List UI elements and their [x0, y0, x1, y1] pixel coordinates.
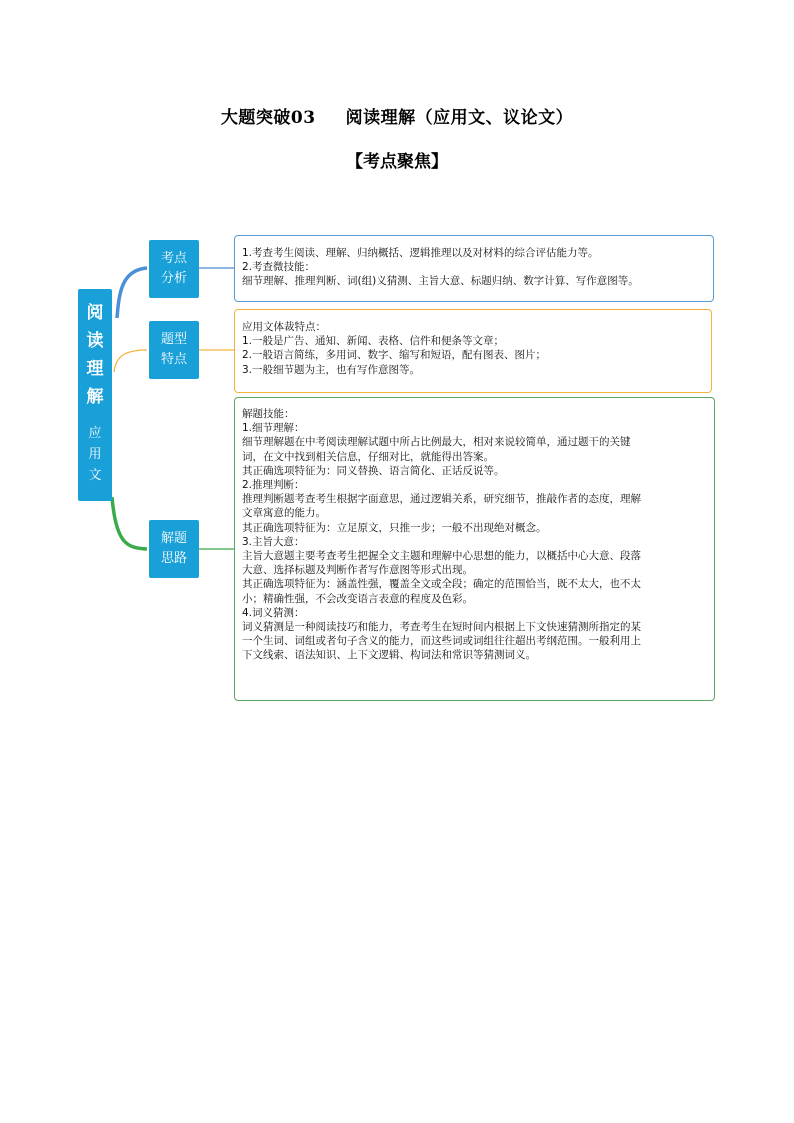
content-line: 下文线索、语法知识、上下文逻辑、构词法和常识等猜测词义。	[242, 649, 536, 662]
content-line: 其正确选项特征为：立足原文，只推一步；一般不出现绝对概念。	[242, 521, 547, 534]
branch-tixing	[149, 321, 199, 379]
content-line: 1.一般是广告、通知、新闻、表格、信件和便条等文章；	[242, 335, 505, 348]
content-line: 大意、选择标题及判断作者写作意图等形式出现。	[242, 564, 473, 577]
branch-jieti	[149, 520, 199, 578]
content-line: 3.主旨大意：	[242, 535, 305, 548]
content-line: 2.考查微技能：	[242, 261, 316, 274]
content-line: 3.一般细节题为主，也有写作意图等。	[242, 363, 421, 376]
connector-root-to-jieti	[112, 497, 147, 549]
content-line: 词义猜测是一种阅读技巧和能力，考查考生在短时间内根据上下文快速猜测所指定的某	[242, 621, 641, 634]
content-line: 其正确选项特征为：涵盖性强，覆盖全文或全段；确定的范围恰当，既不太大，也不太	[242, 578, 641, 591]
root-sublabel: 应用文	[88, 426, 102, 483]
content-line: 一个生词、词组或者句子含义的能力，而这些词或词组往往超出考纲范围。一般利用上	[242, 635, 641, 648]
root-label: 阅读理解	[86, 303, 104, 407]
branch-tixing-label: 题型特点	[160, 332, 187, 367]
content-line: 主旨大意题主要考查考生把握全文主题和理解中心思想的能力，以概括中心大意、段落	[242, 550, 641, 563]
branch-kaodian	[149, 240, 199, 298]
content-line: 推理判断题考查考生根据字面意思，通过逻辑关系，研究细节，推敲作者的态度，理解	[242, 493, 641, 506]
content-line: 细节理解、推理判断、词(组)义猜测、主旨大意、标题归纳、数字计算、写作意图等。	[242, 275, 639, 288]
page-subtitle: 【考点聚焦】	[346, 152, 448, 172]
jieti-content-box	[234, 397, 715, 701]
content-line: 2.推理判断：	[242, 479, 305, 492]
content-line: 词，在文中找到相关信息，仔细对比，就能得出答案。	[242, 450, 494, 463]
content-line: 其正确选项特征为：同义替换、语言简化、正话反说等。	[242, 464, 505, 477]
content-line: 2.一般语言简练，多用词、数字、缩写和短语，配有图表、图片；	[242, 349, 547, 362]
content-line: 1.考查考生阅读、理解、归纳概括、逻辑推理以及对材料的综合评估能力等。	[242, 247, 599, 259]
content-line: 4.词义猜测：	[242, 606, 305, 619]
title-right: 阅读理解（应用文、议论文）	[345, 108, 574, 128]
content-line: 文章寓意的能力。	[242, 507, 326, 520]
tixing-content-box	[234, 309, 712, 393]
content-line: 小；精确性强，不会改变语言表意的程度及色彩。	[242, 592, 473, 605]
branch-jieti-label: 解题思路	[160, 531, 187, 566]
content-line: 1.细节理解：	[242, 422, 305, 435]
content-line: 解题技能：	[242, 408, 295, 420]
kaodian-content-box	[234, 235, 714, 302]
content-line: 应用文体裁特点：	[242, 321, 326, 333]
branch-kaodian-label: 考点分析	[160, 251, 187, 286]
connector-root-to-tixing	[114, 350, 147, 372]
connector-root-to-kaodian	[117, 268, 147, 318]
content-line: 细节理解题在中考阅读理解试题中所占比例最大，相对来说较简单，通过题干的关键	[242, 436, 631, 449]
title-left: 大题突破03	[220, 108, 316, 128]
mindmap-root	[78, 289, 112, 501]
